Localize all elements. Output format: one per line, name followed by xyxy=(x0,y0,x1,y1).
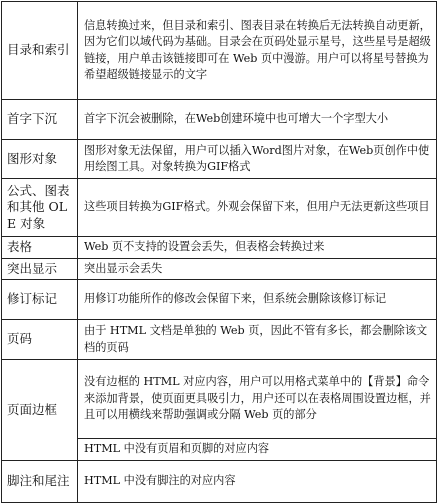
row-description-footnotes: HTML 中没有脚注的对应内容 xyxy=(78,460,437,502)
row-label-drop-cap: 首字下沉 xyxy=(2,100,78,140)
table-row xyxy=(2,258,437,280)
table-row xyxy=(2,179,437,237)
row-label-graphic-objects: 图形对象 xyxy=(2,140,78,179)
row-label-ole-objects: 公式、图表和其他 OLE 对象 xyxy=(2,179,78,237)
row-description-header-footer: HTML 中没有页眉和页脚的对应内容 xyxy=(78,439,437,461)
row-description-tables: Web 页不支持的设置会丢失，但表格会转换过来 xyxy=(78,237,437,259)
row-description-highlight: 突出显示会丢失 xyxy=(78,258,437,280)
row-description-graphic-objects: 图形对象无法保留，用户可以插入Word图片对象，在Web页创作中使用绘图工具。对象转换为GIF格式 xyxy=(78,140,437,179)
table-row xyxy=(2,280,437,320)
row-description-toc-index: 信息转换过来，但目录和索引、图表目录在转换后无法转换自动更新，因为它们以域代码为基础。目录会在页码处显示星号，这些星号是超级链接，用户单击该链接即可在 Web 页中漫游。用户可以将星号替换为希望超级链接显示的文字 xyxy=(78,2,437,100)
row-label-toc-index: 目录和索引 xyxy=(2,2,78,100)
row-label-highlight: 突出显示 xyxy=(2,258,78,280)
table-row xyxy=(2,100,437,140)
row-label-footnotes: 脚注和尾注 xyxy=(2,460,78,502)
table-row xyxy=(2,2,437,100)
row-description-page-borders: 没有边框的 HTML 对应内容，用户可以用格式菜单中的【背景】命令来添加背景，使页面更具吸引力，用户还可以在表格周围设置边框，并且可以用横线来帮助强调或分隔 Web 页的部分 xyxy=(78,360,437,439)
conversion-table xyxy=(1,1,437,503)
table-row xyxy=(2,140,437,179)
row-label-revision-marks: 修订标记 xyxy=(2,280,78,320)
table-row xyxy=(2,360,437,439)
row-label-tables: 表格 xyxy=(2,237,78,259)
row-description-revision-marks: 用修订功能所作的修改会保留下来，但系统会删除该修订标记 xyxy=(78,280,437,320)
table-row xyxy=(2,237,437,259)
table-row xyxy=(2,320,437,360)
row-label-page-borders: 页面边框 xyxy=(2,360,78,461)
row-description-ole-objects: 这些项目转换为GIF格式。外观会保留下来，但用户无法更新这些项目 xyxy=(78,179,437,237)
row-label-page-numbers: 页码 xyxy=(2,320,78,360)
row-description-page-numbers: 由于 HTML 文档是单独的 Web 页，因此不管有多长，都会删除该文档的页码 xyxy=(78,320,437,360)
row-description-drop-cap: 首字下沉会被删除，在Web创建环境中也可增大一个字型大小 xyxy=(78,100,437,140)
table-row xyxy=(2,460,437,502)
